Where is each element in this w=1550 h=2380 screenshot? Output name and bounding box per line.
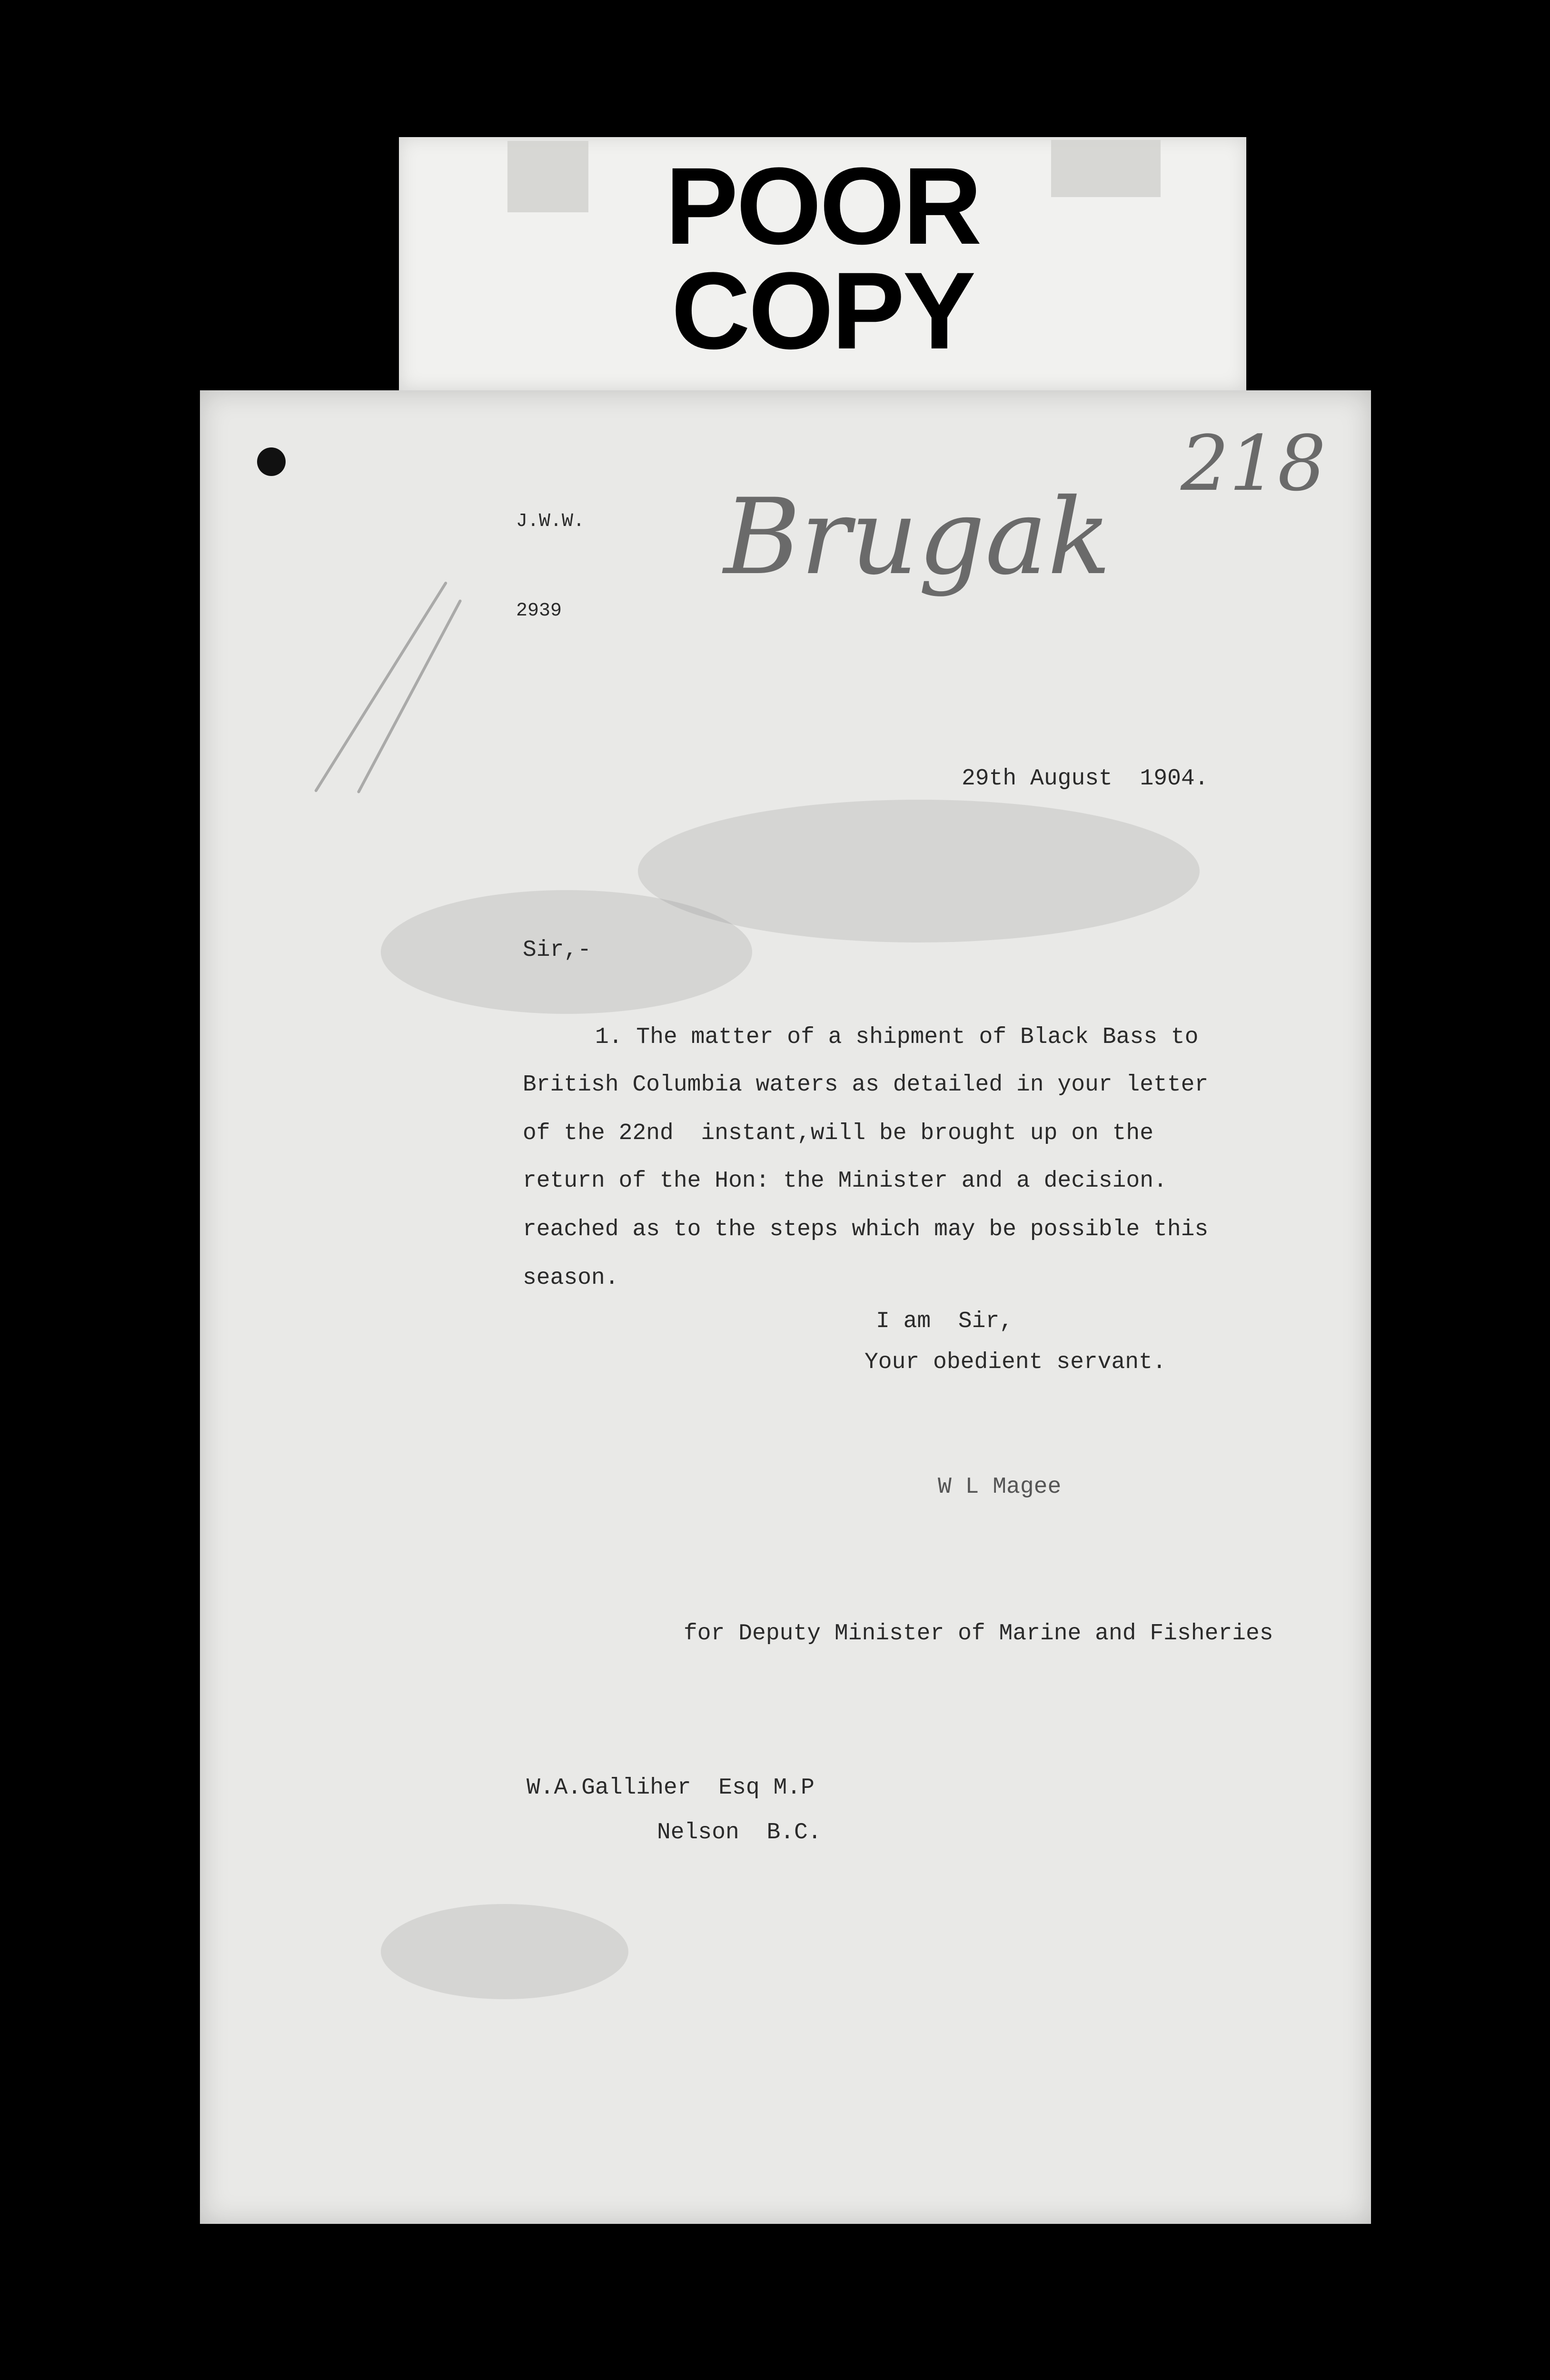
typist-initials: J.W.W.	[516, 511, 585, 532]
addressee-location: Nelson B.C.	[657, 1820, 822, 1845]
closing-line: Your obedient servant.	[864, 1349, 1166, 1375]
body-line: reached as to the steps which may be possible this	[523, 1217, 1209, 1242]
letter-page	[200, 390, 1371, 2224]
bleed-through	[381, 1904, 628, 1999]
closing-line: I am Sir,	[876, 1309, 1013, 1334]
poor-copy-stamp	[399, 137, 1246, 390]
body-line: return of the Hon: the Minister and a decision.	[523, 1168, 1167, 1194]
body-line: of the 22nd instant,will be brought up on the	[523, 1121, 1154, 1146]
copy-label: COPY	[671, 249, 974, 372]
file-number: 2939	[516, 600, 562, 622]
handwritten-annotation: Brugak	[724, 476, 1111, 598]
poor-label: POOR	[665, 145, 980, 267]
handwritten-number: 218	[1181, 419, 1326, 508]
signature: W L Magee	[938, 1474, 1062, 1500]
body-line: British Columbia waters as detailed in your letter	[523, 1072, 1209, 1098]
signature-title: for Deputy Minister of Marine and Fisheries	[684, 1621, 1273, 1646]
salutation: Sir,-	[523, 937, 592, 963]
body-line: season.	[523, 1265, 619, 1291]
body-line: 1. The matter of a shipment of Black Bass to	[595, 1024, 1199, 1050]
letter-date: 29th August 1904.	[962, 766, 1209, 792]
bleed-through	[638, 800, 1200, 942]
ink-blot	[257, 447, 286, 476]
addressee-name: W.A.Galliher Esq M.P	[527, 1775, 815, 1801]
pen-mark	[314, 581, 448, 793]
